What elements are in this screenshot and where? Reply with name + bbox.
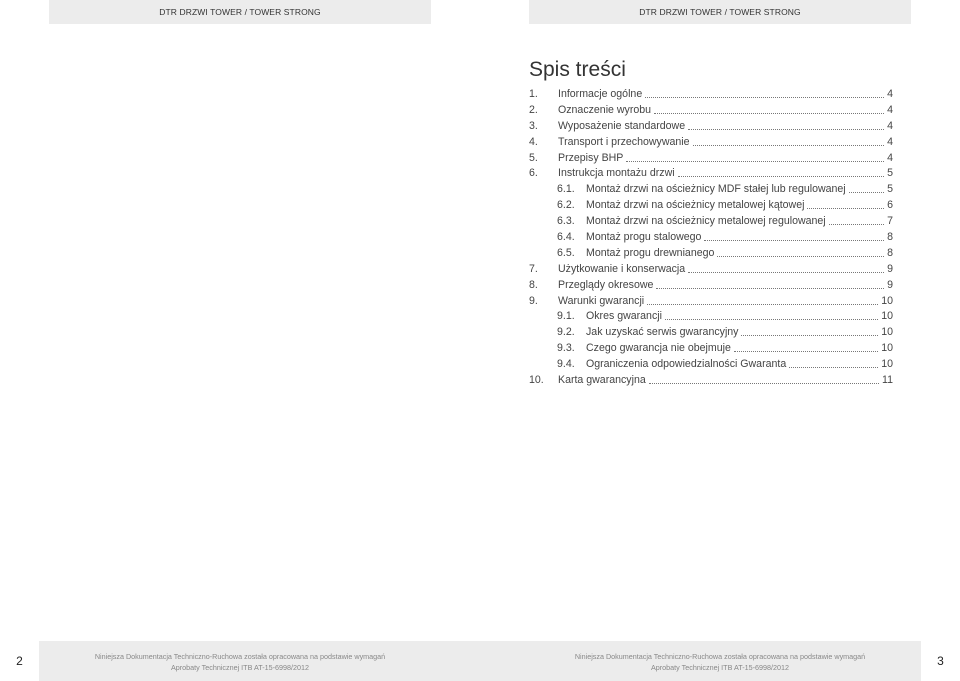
toc-entry-title: Wyposażenie standardowe (558, 119, 686, 132)
header-text: DTR DRZWI TOWER / TOWER STRONG (159, 7, 321, 17)
toc-entry[interactable] (529, 165, 893, 181)
toc-leader-dots (656, 279, 884, 289)
footer-note-line: Aprobaty Technicznej ITB AT-15-6998/2012 (171, 663, 309, 672)
toc-entry-title: Oznaczenie wyrobu (558, 103, 652, 116)
toc-entry-title: Okres gwarancji (586, 310, 662, 323)
page-footer-left (0, 641, 480, 681)
toc-leader-dots (741, 326, 878, 336)
page-number: 3 (921, 641, 960, 681)
toc-leader-dots (789, 358, 878, 368)
toc-entry[interactable] (529, 324, 893, 340)
toc-title: Spis treści (529, 58, 626, 82)
toc-entry-number: 9.2. (557, 326, 575, 339)
toc-entry-title: Jak uzyskać serwis gwarancyjny (586, 326, 739, 339)
toc-entry[interactable] (529, 150, 893, 166)
toc-entry-page: 7 (887, 215, 893, 228)
toc-entry-number: 6.2. (557, 199, 575, 212)
toc-entry-page: 10 (881, 326, 893, 339)
toc-entry-title: Przepisy BHP (558, 151, 624, 164)
toc-entry-title: Transport i przechowywanie (558, 135, 690, 148)
toc-entry-title: Montaż progu stalowego (586, 230, 702, 243)
toc-leader-dots (649, 374, 879, 384)
toc-entry-page: 9 (887, 262, 893, 275)
toc-entry-title: Karta gwarancyjna (558, 373, 646, 386)
toc-entry[interactable] (529, 181, 893, 197)
toc-entry-page: 10 (881, 310, 893, 323)
toc-entry-title: Montaż drzwi na ościeżnicy metalowej regulowanej (586, 215, 826, 228)
toc-entry-page: 10 (881, 342, 893, 355)
toc-entry[interactable] (529, 134, 893, 150)
toc-entry[interactable] (529, 229, 893, 245)
toc-entry-number: 4. (529, 135, 538, 148)
toc-entry-number: 10. (529, 373, 544, 386)
toc-entry[interactable] (529, 102, 893, 118)
toc-leader-dots (734, 342, 878, 352)
toc-entry-page: 4 (887, 103, 893, 116)
toc-entry-page: 9 (887, 278, 893, 291)
toc-entry-title: Przeglądy okresowe (558, 278, 654, 291)
toc-leader-dots (645, 88, 884, 98)
toc-entry-number: 7. (529, 262, 538, 275)
toc-entry[interactable] (529, 277, 893, 293)
toc-entry[interactable] (529, 340, 893, 356)
footer-note-line: Niniejsza Dokumentacja Techniczno-Ruchowa została opracowana na podstawie wymagań (94, 652, 386, 661)
toc-entry[interactable] (529, 293, 893, 309)
toc-entry-number: 3. (529, 119, 538, 132)
header-text: DTR DRZWI TOWER / TOWER STRONG (639, 7, 801, 17)
toc-entry-title: Użytkowanie i konserwacja (558, 262, 686, 275)
toc-entry-number: 2. (529, 103, 538, 116)
toc-entry-page: 6 (887, 199, 893, 212)
table-of-contents (529, 86, 893, 388)
footer-note-line: Niniejsza Dokumentacja Techniczno-Ruchowa została opracowana na podstawie wymagań (574, 652, 866, 661)
toc-entry-number: 6.1. (557, 183, 575, 196)
toc-entry-number: 5. (529, 151, 538, 164)
toc-entry-page: 8 (887, 246, 893, 259)
toc-entry-title: Instrukcja montażu drzwi (558, 167, 675, 180)
toc-leader-dots (717, 247, 884, 257)
toc-leader-dots (678, 167, 885, 177)
toc-leader-dots (693, 136, 885, 146)
toc-leader-dots (647, 295, 878, 305)
toc-entry-number: 8. (529, 278, 538, 291)
page-header-left (49, 0, 431, 24)
toc-entry-number: 9. (529, 294, 538, 307)
page-footer-right (480, 641, 960, 681)
toc-entry[interactable] (529, 213, 893, 229)
toc-entry-page: 8 (887, 230, 893, 243)
footer-note (570, 651, 870, 673)
toc-entry[interactable] (529, 261, 893, 277)
toc-entry-page: 11 (882, 373, 893, 386)
toc-entry-title: Montaż drzwi na ościeżnicy metalowej kątowej (586, 199, 805, 212)
toc-leader-dots (849, 183, 884, 193)
toc-entry[interactable] (529, 86, 893, 102)
footer-note (90, 651, 390, 673)
toc-entry-page: 10 (881, 358, 893, 371)
toc-entry[interactable] (529, 308, 893, 324)
toc-leader-dots (654, 104, 884, 114)
toc-entry-number: 6.3. (557, 215, 575, 228)
toc-entry-page: 10 (881, 294, 893, 307)
toc-entry-page: 4 (887, 119, 893, 132)
toc-entry-number: 9.1. (557, 310, 575, 323)
toc-leader-dots (704, 231, 884, 241)
toc-entry-title: Montaż drzwi na ościeżnicy MDF stałej lub regulowanej (586, 183, 846, 196)
toc-entry-page: 4 (887, 87, 893, 100)
toc-entry-page: 4 (887, 151, 893, 164)
toc-entry[interactable] (529, 118, 893, 134)
toc-leader-dots (829, 215, 884, 225)
toc-leader-dots (688, 120, 884, 130)
toc-leader-dots (688, 263, 884, 273)
toc-entry-page: 5 (887, 183, 893, 196)
toc-entry-title: Czego gwarancja nie obejmuje (586, 342, 731, 355)
toc-entry-number: 6.5. (557, 246, 575, 259)
toc-entry-number: 9.4. (557, 358, 575, 371)
footer-note-line: Aprobaty Technicznej ITB AT-15-6998/2012 (651, 663, 789, 672)
toc-leader-dots (665, 310, 878, 320)
toc-entry[interactable] (529, 356, 893, 372)
toc-entry-page: 5 (887, 167, 893, 180)
toc-entry-page: 4 (887, 135, 893, 148)
toc-entry-title: Informacje ogólne (558, 87, 643, 100)
toc-entry-title: Montaż progu drewnianego (586, 246, 715, 259)
toc-leader-dots (807, 199, 884, 209)
page-number: 2 (0, 641, 39, 681)
toc-entry-title: Ograniczenia odpowiedzialności Gwaranta (586, 358, 787, 371)
toc-entry[interactable] (529, 245, 893, 261)
toc-leader-dots (626, 152, 884, 162)
toc-entry-number: 6. (529, 167, 538, 180)
toc-entry[interactable] (529, 372, 893, 388)
toc-entry[interactable] (529, 197, 893, 213)
toc-entry-title: Warunki gwarancji (558, 294, 645, 307)
page-header-right (529, 0, 911, 24)
toc-entry-number: 1. (529, 87, 538, 100)
toc-entry-number: 9.3. (557, 342, 575, 355)
toc-entry-number: 6.4. (557, 230, 575, 243)
